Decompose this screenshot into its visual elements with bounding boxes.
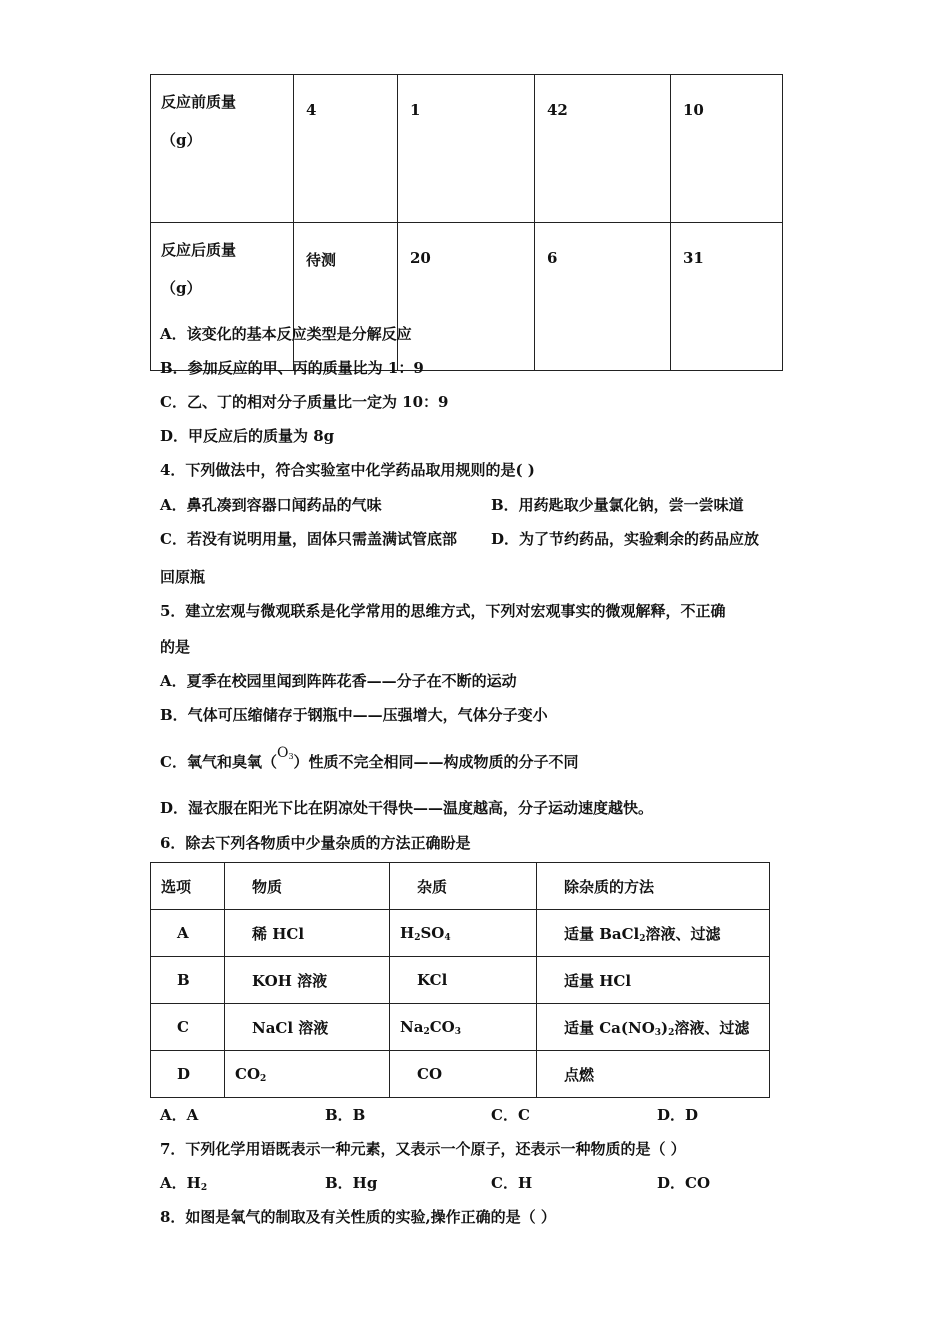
table-row: [151, 75, 783, 223]
q5-stem: 5．建立宏观与微观联系是化学常用的思维方式，下列对宏观事实的微观解释，不正确: [160, 602, 726, 620]
impurity-table: [150, 862, 770, 1098]
table-cell: 1: [398, 75, 535, 223]
q6-option-b: B．B: [325, 1106, 366, 1124]
method-cell: 适量 BaCl$_2$溶液、过滤: [537, 910, 770, 957]
substance-cell: 稀 HCl: [225, 910, 390, 957]
table-cell: 42: [535, 75, 671, 223]
q6-option-c: C．C: [491, 1106, 530, 1124]
option-cell: D: [151, 1051, 225, 1098]
q4-option-d: D．为了节约药品，实验剩余的药品应放: [491, 530, 760, 548]
column-header: 杂质: [390, 863, 537, 910]
q4-option-b: B．用药匙取少量氯化钠，尝一尝味道: [491, 496, 744, 514]
impurity-cell: $Na_2CO_3$: [390, 1004, 537, 1051]
column-header: 物质: [225, 863, 390, 910]
q5-stem-cont: 的是: [160, 638, 191, 656]
table-cell: 待测: [294, 223, 398, 371]
table-row-label: 反应后质量 （g）: [151, 223, 294, 371]
impurity-cell: $H_2SO_4$: [390, 910, 537, 957]
impurity-cell: CO: [390, 1051, 537, 1098]
q3-option-a: A．该变化的基本反应类型是分解反应: [160, 325, 412, 343]
table-row: [151, 957, 770, 1004]
q4-option-d-cont: 回原瓶: [160, 568, 206, 586]
substance-cell: KOH 溶液: [225, 957, 390, 1004]
ozone-formula: $O_3$: [276, 745, 294, 761]
q7-stem: 7．下列化学用语既表示一种元素，又表示一个原子，还表示一种物质的是（ ）: [160, 1140, 686, 1158]
table-cell: 31: [671, 223, 783, 371]
q6-stem: 6．除去下列各物质中少量杂质的方法正确盼是: [160, 834, 471, 852]
option-cell: A: [151, 910, 225, 957]
table-header-row: [151, 863, 770, 910]
q3-option-b: B．参加反应的甲、丙的质量比为 1：9: [160, 359, 424, 377]
table-cell: 20: [398, 223, 535, 371]
table-row-label: 反应前质量 （g）: [151, 75, 294, 223]
q7-option-b: B．Hg: [325, 1174, 378, 1192]
q7-option-a: A．$H_2$: [160, 1174, 208, 1193]
impurity-cell: KCl: [390, 957, 537, 1004]
option-cell: B: [151, 957, 225, 1004]
method-cell: 适量 HCl: [537, 957, 770, 1004]
q3-option-d: D．甲反应后的质量为 8g: [160, 427, 335, 445]
q7-option-c: C．H: [491, 1174, 533, 1192]
table-row: [151, 223, 783, 371]
substance-cell: NaCl 溶液: [225, 1004, 390, 1051]
option-cell: C: [151, 1004, 225, 1051]
table-row: [151, 1051, 770, 1098]
q5-option-b: B．气体可压缩储存于钢瓶中——压强增大，气体分子变小: [160, 706, 548, 724]
q4-option-a: A．鼻孔凑到容器口闻药品的气味: [160, 496, 382, 514]
table-cell: 4: [294, 75, 398, 223]
method-cell: 点燃: [537, 1051, 770, 1098]
q8-stem: 8．如图是氧气的制取及有关性质的实验,操作正确的是（ ）: [160, 1208, 556, 1226]
q4-option-c: C．若没有说明用量，固体只需盖满试管底部: [160, 530, 457, 548]
q5-option-a: A．夏季在校园里闻到阵阵花香——分子在不断的运动: [160, 672, 517, 690]
q5-option-d: D．湿衣服在阳光下比在阴凉处干得快——温度越高，分子运动速度越快。: [160, 799, 654, 817]
substance-cell: $CO_2$: [225, 1051, 390, 1098]
q6-option-a: A．A: [160, 1106, 199, 1124]
table-row: [151, 1004, 770, 1051]
q3-option-c: C．乙、丁的相对分子质量比一定为 10：9: [160, 393, 449, 411]
q5-option-c: C．氧气和臭氧$(O_3)$性质不完全相同——构成物质的分子不同: [160, 745, 579, 771]
q6-option-d: D．D: [657, 1106, 699, 1124]
column-header: 除杂质的方法: [537, 863, 770, 910]
q7-option-d: D．CO: [657, 1174, 711, 1192]
method-cell: 适量 $Ca(NO_3)_2$溶液、过滤: [537, 1004, 770, 1051]
column-header: 选项: [151, 863, 225, 910]
table-row: [151, 910, 770, 957]
table-cell: 10: [671, 75, 783, 223]
q4-stem: 4．下列做法中，符合实验室中化学药品取用规则的是( ): [160, 461, 535, 479]
table-cell: 6: [535, 223, 671, 371]
